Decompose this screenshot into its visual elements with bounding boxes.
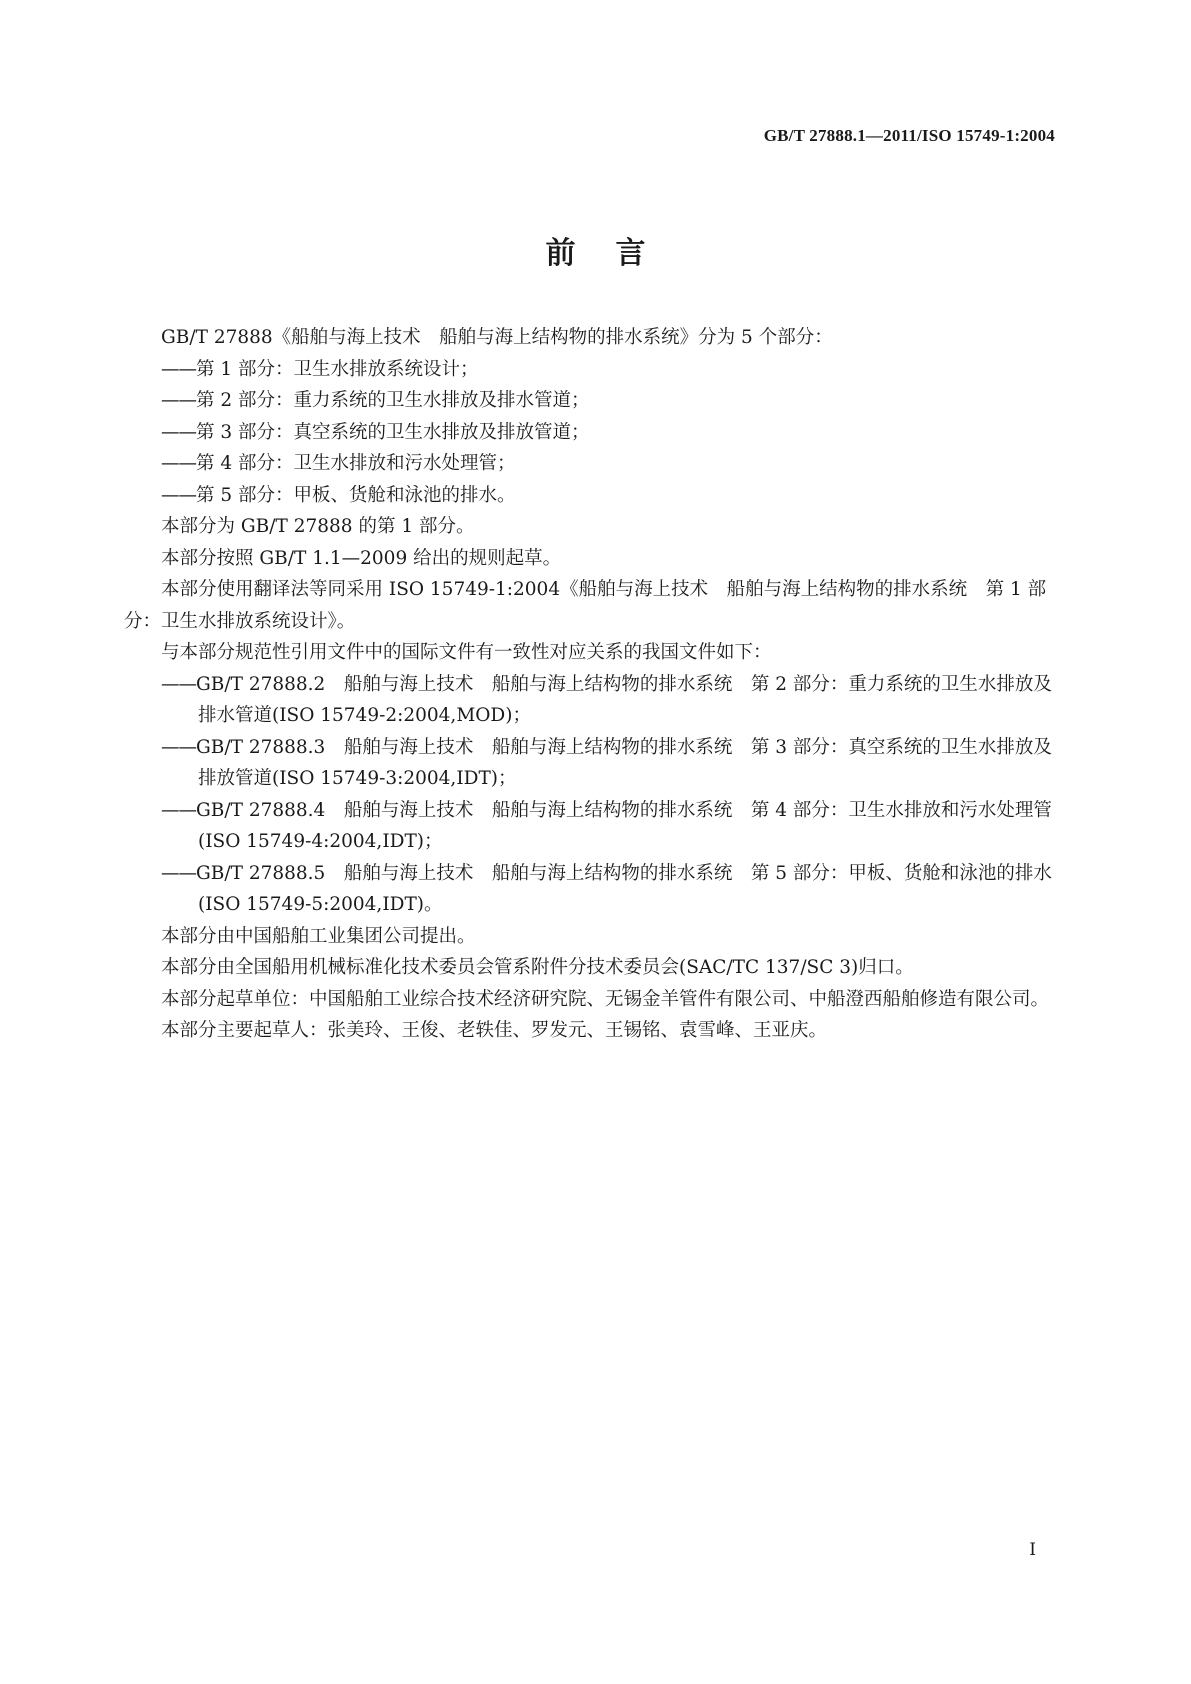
paragraph <box>124 984 1064 1016</box>
page-number: I <box>1029 1540 1036 1560</box>
paragraph-text: GB/T 27888.5 船舶与海上技术 船舶与海上结构物的排水系统 第 5 部分：甲板、货舱和泳池的排水(ISO 15749-5:2004,IDT)。 <box>196 862 1052 915</box>
paragraph-text: 第 1 部分：卫生水排放系统设计； <box>196 358 479 380</box>
list-item <box>161 385 1064 417</box>
list-dash: —— <box>161 673 196 695</box>
list-dash: —— <box>161 421 196 443</box>
paragraph <box>124 637 1064 669</box>
list-item <box>161 732 1064 795</box>
paragraph <box>124 952 1064 984</box>
paragraph-text: 本部分按照 GB/T 1.1—2009 给出的规则起草。 <box>161 547 562 569</box>
list-dash: —— <box>161 390 196 411</box>
list-item <box>161 480 1064 512</box>
title-char: 前 <box>545 236 616 271</box>
list-item <box>161 795 1064 858</box>
list-item <box>161 417 1064 449</box>
paragraph-text: 本部分主要起草人：张美玲、王俊、老轶佳、罗发元、王锡铭、袁雪峰、王亚庆。 <box>161 1020 828 1041</box>
paragraph-text: GB/T 27888.2 船舶与海上技术 船舶与海上结构物的排水系统 第 2 部分：重力系统的卫生水排放及排水管道(ISO 15749-2:2004,MOD)； <box>196 673 1052 726</box>
paragraph-text: 第 2 部分：重力系统的卫生水排放及排水管道； <box>196 390 590 411</box>
standard-code: GB/T 27888.1—2011/ISO 15749-1:2004 <box>763 126 1055 145</box>
list-item <box>161 448 1064 480</box>
list-item <box>161 858 1064 921</box>
paragraph <box>124 921 1064 953</box>
page-title <box>0 228 1191 272</box>
paragraph <box>124 574 1064 637</box>
paragraph-text: 本部分为 GB/T 27888 的第 1 部分。 <box>161 516 475 537</box>
paragraph-text: GB/T 27888.4 船舶与海上技术 船舶与海上结构物的排水系统 第 4 部分：卫生水排放和污水处理管(ISO 15749-4:2004,IDT)； <box>196 799 1052 852</box>
paragraph-text: 本部分由中国船舶工业集团公司提出。 <box>161 925 476 947</box>
list-dash: —— <box>161 358 196 380</box>
list-dash: —— <box>161 453 196 474</box>
paragraph <box>124 1015 1064 1047</box>
paragraph-text: 本部分起草单位：中国船舶工业综合技术经济研究院、无锡金羊管件有限公司、中船澄西船舶修造有限公司。 <box>161 988 1050 1010</box>
paragraph <box>124 511 1064 543</box>
list-dash: —— <box>161 862 196 884</box>
list-dash: —— <box>161 799 196 821</box>
paragraph-text: 本部分使用翻译法等同采用 ISO 15749-1:2004《船舶与海上技术 船舶与海上结构物的排水系统 第 1 部分：卫生水排放系统设计》。 <box>124 579 1047 632</box>
paragraph-text: GB/T 27888《船舶与海上技术 船舶与海上结构物的排水系统》分为 5 个部分： <box>161 327 833 348</box>
paragraph-text: 本部分由全国船用机械标准化技术委员会管系附件分技术委员会(SAC/TC 137/SC 3)归口。 <box>161 957 914 978</box>
paragraph <box>124 322 1064 354</box>
title-char: 言 <box>615 236 686 271</box>
paragraph-text: 与本部分规范性引用文件中的国际文件有一致性对应关系的我国文件如下： <box>161 642 772 663</box>
paragraph-text: 第 4 部分：卫生水排放和污水处理管； <box>196 453 516 474</box>
list-item <box>161 354 1064 386</box>
paragraph-text: 第 5 部分：甲板、货舱和泳池的排水。 <box>196 484 516 506</box>
paragraph-text: 第 3 部分：真空系统的卫生水排放及排放管道； <box>196 421 590 443</box>
list-dash: —— <box>161 484 196 506</box>
list-item <box>161 669 1064 732</box>
list-dash: —— <box>161 736 196 758</box>
paragraph <box>124 543 1064 575</box>
paragraph-text: GB/T 27888.3 船舶与海上技术 船舶与海上结构物的排水系统 第 3 部分：真空系统的卫生水排放及排放管道(ISO 15749-3:2004,IDT)； <box>196 736 1052 789</box>
foreword-body <box>124 322 1064 1047</box>
